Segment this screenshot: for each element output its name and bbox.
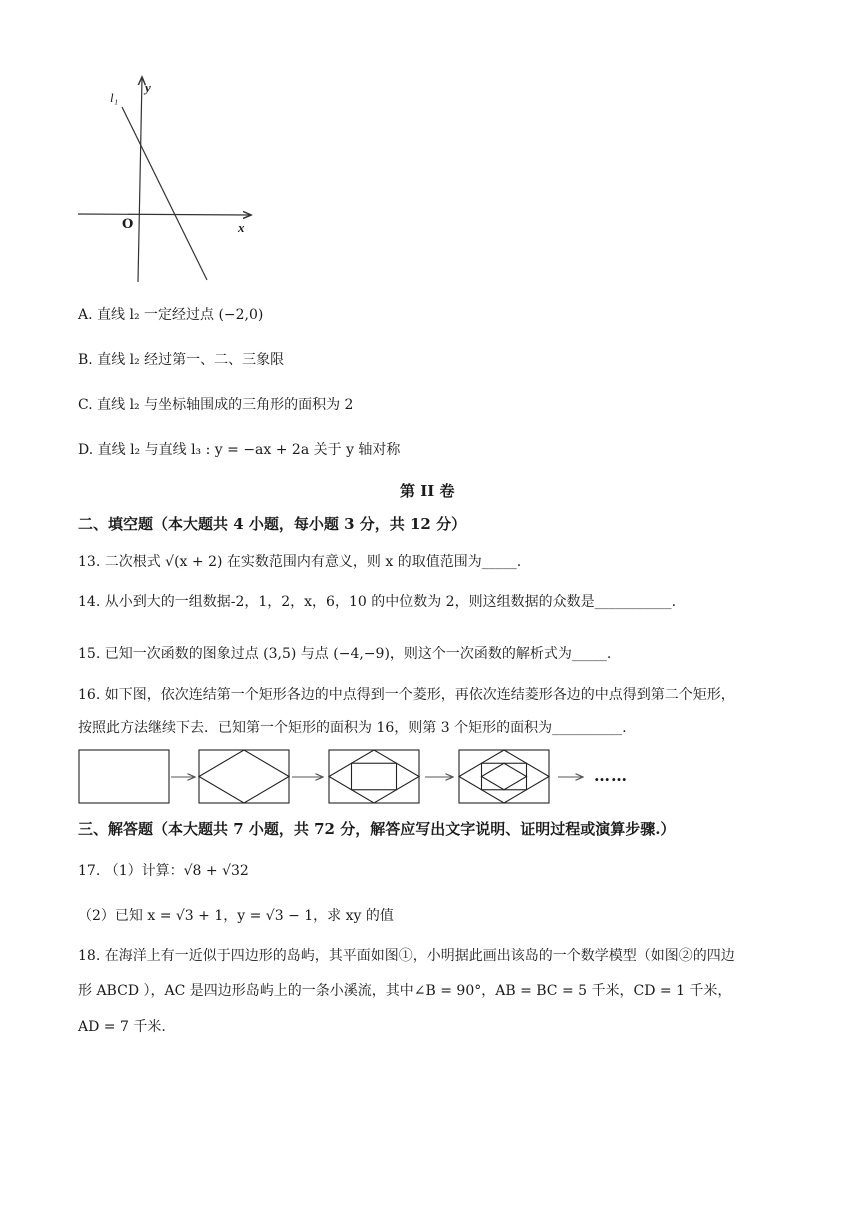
rhombus-3: [329, 750, 419, 803]
line-l1: [122, 107, 207, 280]
x-axis: [78, 214, 250, 215]
line-l1-label: l₁: [110, 90, 119, 105]
question-17-part2: （2）已知 x = √3 + 1，y = √3 − 1，求 xy 的值: [78, 908, 394, 924]
question-16-line1: 16. 如下图，依次连结第一个矩形各边的中点得到一个菱形，再依次连结菱形各边的中点得到第二个矩形，: [78, 687, 735, 703]
option-c: C. 直线 l₂ 与坐标轴围成的三角形的面积为 2: [78, 397, 354, 413]
rectangle-1: [79, 750, 169, 803]
inner-rhombus-4: [482, 763, 527, 790]
y-axis: [138, 78, 142, 282]
question-13: 13. 二次根式 √(x + 2) 在实数范围内有意义，则 x 的取值范围为_____.: [78, 554, 522, 570]
question-16-line2: 按照此方法继续下去．已知第一个矩形的面积为 16，则第 3 个矩形的面积为__________.: [78, 720, 627, 736]
rhombus-4: [459, 750, 549, 803]
inner-rectangle-3: [352, 763, 397, 790]
rhombus-2: [199, 750, 289, 803]
question-18-line2: 形 ABCD ），AC 是四边形岛屿上的一条小溪流，其中∠B = 90°，AB = BC = 5 千米，CD = 1 千米，: [78, 983, 732, 999]
ellipsis: ……: [594, 766, 628, 785]
section3-title: 三、解答题（本大题共 7 小题，共 72 分，解答应写出文字说明、证明过程或演算步骤.）: [78, 820, 676, 838]
question-18-line1: 18. 在海洋上有一近似于四边形的岛屿，其平面如图①，小明据此画出该岛的一个数学模型（如图②的四边: [78, 948, 735, 964]
inner-rectangle-4: [482, 763, 527, 790]
question-14: 14. 从小到大的一组数据-2，1，2，x，6，10 的中位数为 2，则这组数据的众数是___________.: [78, 594, 677, 610]
option-b: B. 直线 l₂ 经过第一、二、三象限: [78, 352, 285, 368]
option-a: A. 直线 l₂ 一定经过点 (−2,0): [78, 307, 264, 323]
rectangle-3: [329, 750, 419, 803]
question-18-line3: AD = 7 千米.: [78, 1019, 166, 1035]
section2-title: 二、填空题（本大题共 4 小题，每小题 3 分，共 12 分）: [78, 515, 467, 533]
option-d: D. 直线 l₂ 与直线 l₃ : y = −ax + 2a 关于 y 轴对称: [78, 442, 401, 458]
rectangle-4: [459, 750, 549, 803]
rectangle-sequence-figure: [0, 740, 860, 830]
origin-label: O: [122, 217, 134, 232]
question-17-part1: 17. （1）计算：√8 + √32: [78, 863, 249, 879]
y-axis-label: y: [145, 80, 151, 95]
volume-title: 第 II 卷: [400, 482, 455, 500]
coordinate-graph: [0, 0, 860, 300]
rectangle-2: [199, 750, 289, 803]
x-axis-label: x: [238, 220, 245, 235]
question-15: 15. 已知一次函数的图象过点 (3,5) 与点 (−4,−9)，则这个一次函数的解析式为_____.: [78, 646, 612, 662]
